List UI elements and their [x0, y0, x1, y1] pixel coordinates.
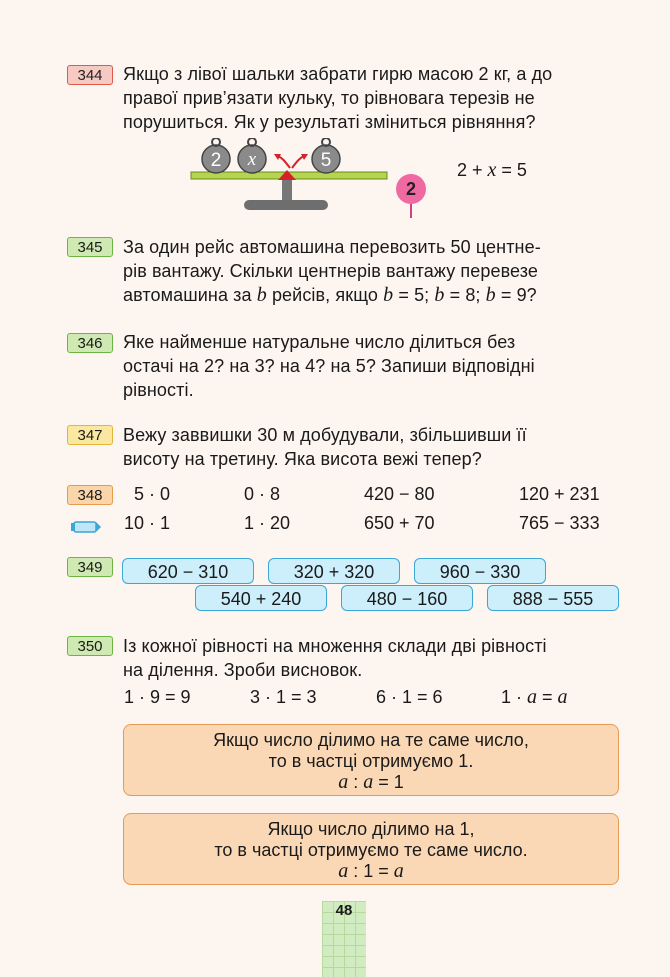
expression-pill: 960 − 330: [414, 558, 546, 584]
weight-x-icon: [238, 138, 266, 173]
expression: 650 + 70: [364, 513, 435, 533]
weight-label: 5: [320, 150, 332, 171]
task-number-badge: 349: [67, 557, 113, 577]
rule-box-same-number: Якщо число ділимо на те саме число, то в частці отримуємо 1. a : a = 1: [123, 724, 619, 796]
balloon-icon: 2: [396, 174, 426, 204]
pencil-icon: [69, 520, 101, 539]
equation: 3 · 1 = 3: [250, 687, 317, 707]
expression: 0 · 8: [244, 484, 281, 504]
page-number: 48: [335, 902, 353, 919]
task-number-badge: 348: [67, 485, 113, 505]
expression: 10 · 1: [124, 513, 171, 533]
weight-2kg-icon: [202, 138, 230, 173]
expression: 120 + 231: [519, 484, 600, 504]
equation: 1 · a = a: [501, 686, 568, 708]
expression: 765 − 333: [519, 513, 600, 533]
expression: 420 − 80: [364, 484, 435, 504]
task-text: Яке найменше натуральне число ділиться без остачі на 2? на 3? на 4? на 5? Запиши відповідні рівності.: [123, 332, 535, 400]
expression-pill: 480 − 160: [341, 585, 473, 611]
task-number-badge: 345: [67, 237, 113, 257]
expression-pill: 888 − 555: [487, 585, 619, 611]
scale-base: [244, 200, 328, 210]
expression-pill: 540 + 240: [195, 585, 327, 611]
weight-label: x: [247, 149, 257, 170]
equation-344: 2 + x = 5: [457, 159, 527, 181]
task-number-badge: 346: [67, 333, 113, 353]
expression: 5 · 0: [134, 484, 171, 504]
task-number-badge: 344: [67, 65, 113, 85]
task-text: Якщо з лівої шальки забрати гирю масою 2 кг, а до правої прив’язати кульку, то рівновага терезів не порушиться. Як у результаті зміниться рівняння?: [123, 64, 553, 132]
task-text: За один рейс автомашина перевозить 50 центне- рів вантажу. Скільки центнерів вантажу перевезе автомашина за b рейсів, якщо b = 5; b = 8; b = 9?: [123, 237, 541, 306]
task-number-badge: 347: [67, 425, 113, 445]
weight-label: 2: [210, 150, 222, 171]
weight-5kg-icon: [312, 138, 340, 173]
task-text: Із кожної рівності на множення склади дві рівності на ділення. Зроби висновок.: [123, 636, 547, 680]
equation: 1 · 9 = 9: [124, 687, 191, 707]
rule-box-divide-by-one: Якщо число ділимо на 1, то в частці отримуємо те саме число. a : 1 = a: [123, 813, 619, 885]
balance-scale-illustration: [186, 138, 396, 218]
arrows-icon: [278, 156, 304, 168]
task-text: Вежу заввишки 30 м добудували, збільшивши її висоту на третину. Яка висота вежі тепер?: [123, 425, 527, 469]
expression-pill: 320 + 320: [268, 558, 400, 584]
balloon-string: [410, 204, 412, 218]
expression-pill: 620 − 310: [122, 558, 254, 584]
expression: 1 · 20: [244, 513, 291, 533]
equation: 6 · 1 = 6: [376, 687, 443, 707]
task-number-badge: 350: [67, 636, 113, 656]
